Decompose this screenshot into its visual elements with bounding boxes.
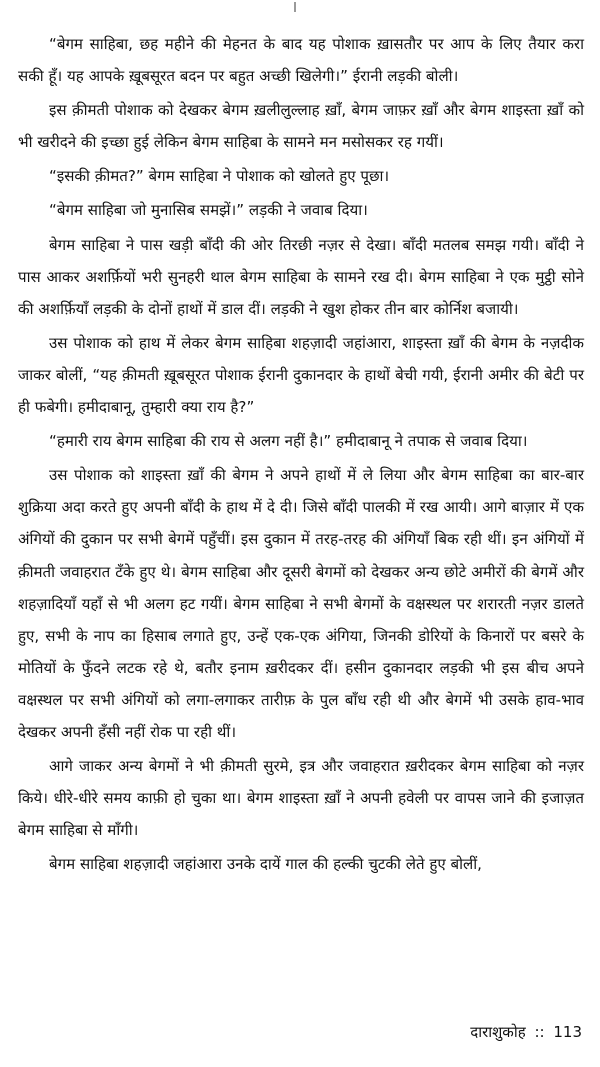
paragraph: “इसकी क़ीमत?” बेगम साहिबा ने पोशाक को खोलते हुए पूछा।	[49, 167, 390, 186]
page-body	[18, 28, 584, 882]
paragraph: “बेगम साहिबा जो मुनासिब समझें।” लड़की ने जवाब दिया।	[49, 201, 368, 220]
book-title: दाराशुकोह	[470, 1023, 526, 1041]
footer-separator: ::	[534, 1023, 545, 1041]
scan-mark	[294, 2, 296, 12]
page-footer	[470, 1022, 582, 1042]
paragraph: उस पोशाक को शाइस्ता ख़ाँ की बेगम ने अपने हाथों में ले लिया और बेगम साहिबा का बार-बार शुक्रिया अदा करते हुए अपनी बाँदी के हाथ में दे दी। जिसे बाँदी पालकी में रख आयी। आगे बाज़ार में एक अंगियों की दुकान पर सभी बेगमें पहुँचीं। इस दुकान में तरह-तरह की अंगियाँ बिक रही थीं। इन अंगियों में क़ीमती जवाहरात टँके हुए थे। बेगम साहिबा और दूसरी बेगमों को देखकर अन्य छोटे अमीरों की बेगमें और शहज़ादियाँ यहाँ से भी अलग हट गयीं। बेगम साहिबा ने सभी बेगमों के वक्षस्थल पर शरारती नज़र डालते हुए, सभी के नाप का हिसाब लगाते हुए, उन्हें एक-एक अंगिया, जिनकी डोरियों के किनारों पर बसरे के मोतियों के फुँदने लटक रहे थे, बतौर इनाम ख़रीदकर दीं। हसीन दुकानदार लड़की भी इस बीच अपने वक्षस्थल पर सभी अंगियों को लगा-लगाकर तारीफ़ के पुल बाँध रही थी और बेगमें भी उसके हाव-भाव देखकर अपनी हँसी नहीं रोक पा रही थीं।	[18, 466, 584, 741]
paragraph: उस पोशाक को हाथ में लेकर बेगम साहिबा शहज़ादी जहांआरा, शाइस्ता ख़ाँ की बेगम के नज़दीक जाकर बोलीं, “यह क़ीमती ख़ूबसूरत पोशाक ईरानी दुकानदार के हाथों बेची गयी, ईरानी अमीर की बेटी पर ही फबेगी। हमीदाबानू, तुम्हारी क्या राय है?”	[18, 333, 584, 417]
paragraph: इस क़ीमती पोशाक को देखकर बेगम ख़लीलुल्लाह ख़ाँ, बेगम जाफ़र ख़ाँ और बेगम शाइस्ता ख़ाँ को भी खरीदने की इच्छा हुई लेकिन बेगम साहिबा के सामने मन मसोसकर रह गयीं।	[18, 101, 584, 152]
paragraph: बेगम साहिबा ने पास खड़ी बाँदी की ओर तिरछी नज़र से देखा। बाँदी मतलब समझ गयी। बाँदी ने पास आकर अशर्फ़ियों भरी सुनहरी थाल बेगम साहिबा के सामने रख दी। बेगम साहिबा ने एक मुट्ठी सोने की अशर्फ़ियाँ लड़की के दोनों हाथों में डाल दीं। लड़की ने खुश होकर तीन बार कोर्निश बजायी।	[18, 235, 584, 318]
paragraph: आगे जाकर अन्य बेगमों ने भी क़ीमती सुरमे, इत्र और जवाहरात ख़रीदकर बेगम साहिबा को नज़र किये। धीरे-धीरे समय काफ़ी हो चुका था। बेगम शाइस्ता ख़ाँ ने अपनी हवेली पर वापस जाने की इजाज़त बेगम साहिबा से माँगी।	[18, 757, 584, 840]
paragraph: “हमारी राय बेगम साहिबा की राय से अलग नहीं है।” हमीदाबानू ने तपाक से जवाब दिया।	[49, 432, 528, 451]
paragraph: “बेगम साहिबा, छह महीने की मेहनत के बाद यह पोशाक ख़ासतौर पर आप के लिए तैयार करा सकी हूँ। यह आपके ख़ूबसूरत बदन पर बहुत अच्छी खिलेगी।” ईरानी लड़की बोली।	[18, 35, 584, 86]
paragraph: बेगम साहिबा शहज़ादी जहांआरा उनके दायें गाल की हल्की चुटकी लेते हुए बोलीं,	[49, 855, 482, 874]
page-number: 113	[553, 1023, 582, 1041]
